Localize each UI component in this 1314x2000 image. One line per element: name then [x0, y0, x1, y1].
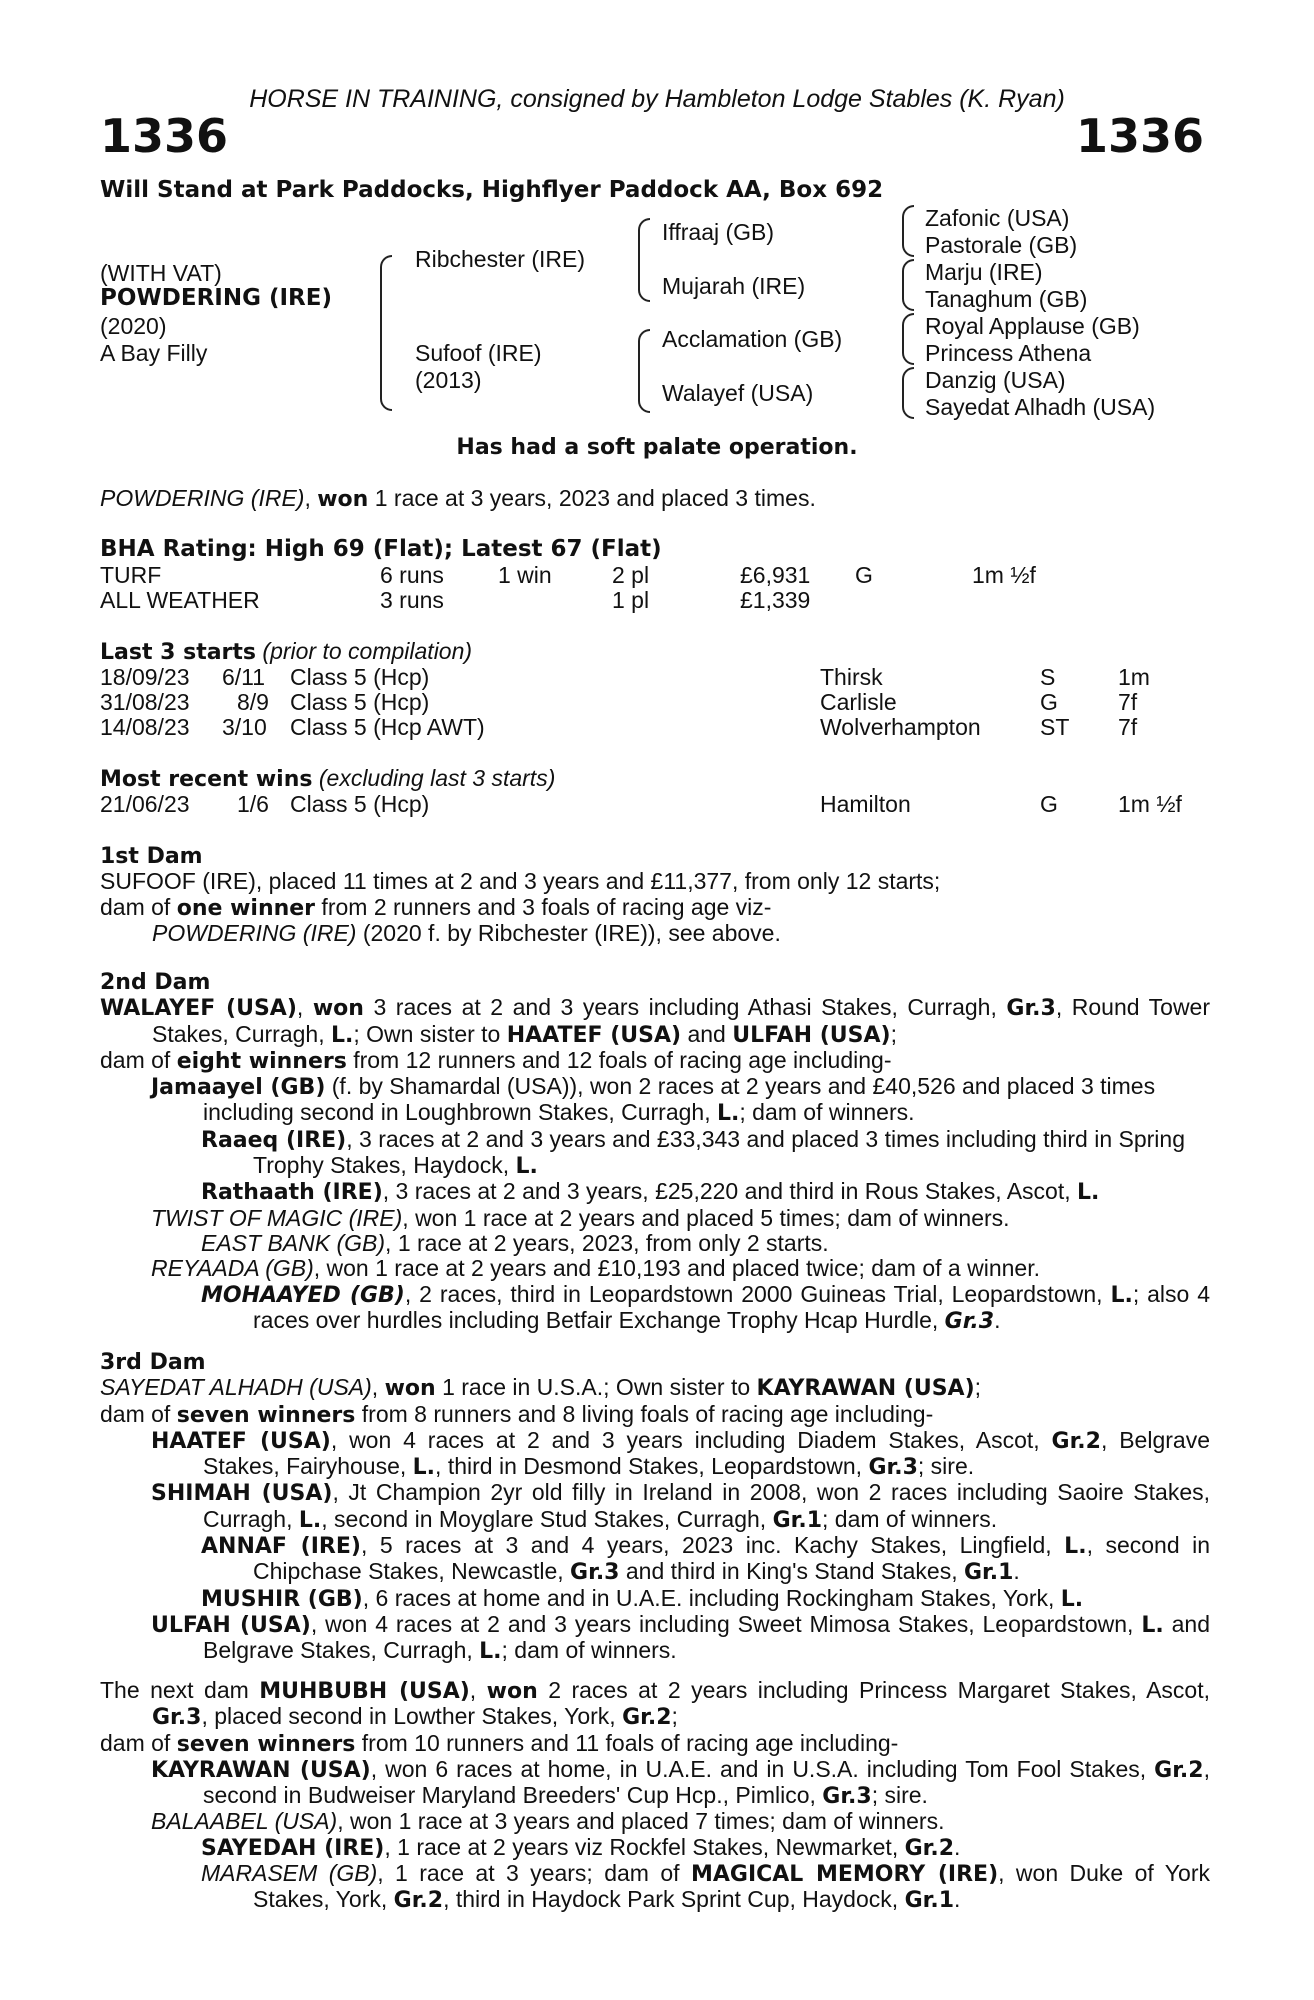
dam-dam: Walayef (USA)	[662, 380, 814, 406]
first-dam-line-1: SUFOOF (IRE), placed 11 times at 2 and 3 years and £11,377, from only 12 starts;	[100, 868, 941, 895]
brace-g3-4	[902, 367, 914, 419]
first-dam-section	[100, 844, 1210, 946]
brace-g3-2	[902, 259, 914, 311]
stand-location: Will Stand at Park Paddocks, Highflyer Paddock AA, Box 692	[100, 177, 884, 203]
third-dam-heading: 3rd Dam	[100, 1350, 206, 1375]
brace-main	[380, 255, 392, 411]
sire-dam: Mujarah (IRE)	[662, 273, 806, 299]
gen3-2: Pastorale (GB)	[925, 232, 1078, 258]
gen3-4: Tanaghum (GB)	[925, 286, 1088, 312]
brace-g3-3	[902, 313, 914, 365]
brace-g3-1	[902, 205, 914, 257]
brace-dam	[638, 329, 650, 413]
list-item: Raaeq (IRE), 3 races at 2 and 3 years and £33,343 and placed 3 times including third in Spring Trophy Stakes, Haydock, L.	[201, 1125, 1185, 1180]
first-dam-offspring: POWDERING (IRE) (2020 f. by Ribchester (IRE)), see above.	[152, 919, 781, 946]
second-dam-produce-line: dam of eight winners from 12 runners and 12 foals of racing age including-	[100, 1046, 892, 1074]
brace-sire	[638, 218, 650, 302]
last-starts-table	[100, 639, 1210, 740]
lot-number-left: 1336	[100, 109, 229, 163]
list-item: SAYEDAH (IRE), 1 race at 2 years viz Rockfel Stakes, Newmarket, Gr.2.	[201, 1833, 961, 1861]
table-row: TURF 6 runs 1 win 2 pl £6,931 G 1m ½f	[100, 562, 1036, 588]
gen3-3: Marju (IRE)	[925, 259, 1043, 285]
table-row: ALL WEATHER 3 runs 1 pl £1,339	[100, 587, 811, 613]
recent-wins-note: (excluding last 3 starts)	[312, 765, 556, 791]
list-item: REYAADA (GB), won 1 race at 2 years and £10,193 and placed twice; dam of a winner.	[151, 1255, 1040, 1282]
race-summary: POWDERING (IRE), won 1 race at 3 years, 2023 and placed 3 times.	[100, 485, 816, 512]
dam-sire: Acclamation (GB)	[662, 326, 843, 352]
gen3-6: Princess Athena	[925, 340, 1092, 366]
second-dam-para: WALAYEF (USA), won 3 races at 2 and 3 years including Athasi Stakes, Curragh, Gr.3, Round Tower Stakes, Curragh, L.; Own sister to HAATEF (USA) and ULFAH (USA);	[100, 994, 1210, 1048]
third-dam-produce-line: dam of seven winners from 8 runners and 8 living foals of racing age including-	[100, 1400, 934, 1428]
horse-year: (2020)	[100, 313, 167, 339]
summary-horse-name: POWDERING (IRE)	[100, 485, 305, 511]
summary-won: won	[317, 487, 369, 512]
gen3-8: Sayedat Alhadh (USA)	[925, 394, 1156, 420]
horse-description: A Bay Filly	[100, 340, 208, 366]
list-item: Rathaath (IRE), 3 races at 2 and 3 years, £25,220 and third in Rous Stakes, Ascot, L.	[201, 1178, 1100, 1206]
first-dam-heading: 1st Dam	[100, 844, 203, 869]
lot-number-right: 1336	[1075, 109, 1204, 163]
recent-wins-heading: Most recent wins	[100, 767, 313, 792]
next-dam-produce-line: dam of seven winners from 10 runners and 11 foals of racing age including-	[100, 1729, 899, 1757]
next-dam-section	[100, 1678, 1210, 1914]
list-item: EAST BANK (GB), 1 race at 2 years, 2023, from only 2 starts.	[201, 1229, 829, 1256]
third-dam-line-1: SAYEDAT ALHADH (USA), won 1 race in U.S.A.; Own sister to KAYRAWAN (USA);	[100, 1374, 982, 1402]
list-item: BALAABEL (USA), won 1 race at 3 years and placed 7 times; dam of winners.	[151, 1808, 945, 1835]
sire: Ribchester (IRE)	[415, 246, 585, 272]
table-row: 31/08/23 8/9 Class 5 (Hcp) Carlisle G 7f	[100, 689, 1138, 715]
list-item: KAYRAWAN (USA), won 6 races at home, in U.A.E. and in U.S.A. including Tom Fool Stakes, Gr.2, second in Budweiser Maryland Breeders' Cup Hcp., Pimlico, Gr.3; sire.	[151, 1755, 1210, 1810]
last-starts-note: (prior to compilation)	[256, 638, 473, 664]
list-item: MOHAAYED (GB), 2 races, third in Leopardstown 2000 Guineas Trial, Leopardstown, L.; also 4 races over hurdles including Betfair Exchange Trophy Hcap Hurdle, Gr.3.	[201, 1280, 1211, 1334]
second-dam-heading: 2nd Dam	[100, 970, 211, 995]
list-item: HAATEF (USA), won 4 races at 2 and 3 years including Diadem Stakes, Ascot, Gr.2, Belgrave Stakes, Fairyhouse, L., third in Desmond Stakes, Leopardstown, Gr.3; sire.	[151, 1426, 1210, 1481]
last-starts-heading: Last 3 starts	[100, 640, 257, 665]
next-dam-para: The next dam MUHBUBH (USA), won 2 races at 2 years including Princess Margaret Stakes, Ascot, Gr.3, placed second in Lowther Stakes, York, Gr.2;	[100, 1677, 1210, 1731]
table-row: 21/06/23 1/6 Class 5 (Hcp) Hamilton G 1m ½f	[100, 791, 1182, 817]
recent-wins-table	[100, 766, 1210, 817]
vat-label: (WITH VAT)	[100, 260, 222, 286]
list-item: MARASEM (GB), 1 race at 3 years; dam of MAGICAL MEMORY (IRE), won Duke of York Stakes, York, Gr.2, third in Haydock Park Sprint Cup, Haydock, Gr.1.	[201, 1860, 1210, 1914]
dam-year: (2013)	[415, 367, 482, 393]
list-item: SHIMAH (USA), Jt Champion 2yr old filly in Ireland in 2008, won 2 races including Saoire Stakes, Curragh, L., second in Moyglare Stud Stakes, Curragh, Gr.1; dam of winners.	[151, 1479, 1210, 1533]
table-row: 14/08/23 3/10 Class 5 (Hcp AWT) Wolverhampton ST 7f	[100, 714, 1138, 740]
consignment-line: HORSE IN TRAINING, consigned by Hambleton Lodge Stables (K. Ryan)	[249, 85, 1065, 113]
third-dam-section	[100, 1350, 1210, 1665]
horse-name: POWDERING (IRE)	[100, 285, 332, 311]
soft-palate-note: Has had a soft palate operation.	[456, 435, 858, 460]
rating-heading: BHA Rating: High 69 (Flat); Latest 67 (Flat)	[100, 536, 662, 562]
list-item: MUSHIR (GB), 6 races at home and in U.A.E. including Rockingham Stakes, York, L.	[201, 1584, 1084, 1612]
list-item: TWIST OF MAGIC (IRE), won 1 race at 2 years and placed 5 times; dam of winners.	[151, 1204, 1010, 1231]
list-item: ANNAF (IRE), 5 races at 3 and 4 years, 2023 inc. Kachy Stakes, Lingfield, L., second in Chipchase Stakes, Newcastle, Gr.3 and third in King's Stand Stakes, Gr.1.	[201, 1532, 1211, 1586]
first-dam-line-2: dam of one winner from 2 runners and 3 foals of racing age viz-	[100, 893, 772, 921]
gen3-1: Zafonic (USA)	[925, 205, 1070, 231]
sire-sire: Iffraaj (GB)	[662, 219, 775, 245]
gen3-7: Danzig (USA)	[925, 367, 1066, 393]
list-item: Jamaayel (GB) (f. by Shamardal (USA)), won 2 races at 2 years and £40,526 and placed 3 times including second in Loughbrown Stakes, Curragh, L.; dam of winners.	[151, 1073, 1156, 1127]
gen3-5: Royal Applause (GB)	[925, 313, 1140, 339]
dam: Sufoof (IRE)	[415, 340, 542, 366]
summary-text: 1 race at 3 years, 2023 and placed 3 times.	[368, 485, 816, 511]
list-item: ULFAH (USA), won 4 races at 2 and 3 years including Sweet Mimosa Stakes, Leopardstown, L. and Belgrave Stakes, Curragh, L.; dam of winners.	[151, 1610, 1210, 1665]
rating-table	[100, 537, 1210, 613]
second-dam-section	[100, 970, 1210, 1334]
table-row: 18/09/23 6/11 Class 5 (Hcp) Thirsk S 1m	[100, 664, 1150, 690]
